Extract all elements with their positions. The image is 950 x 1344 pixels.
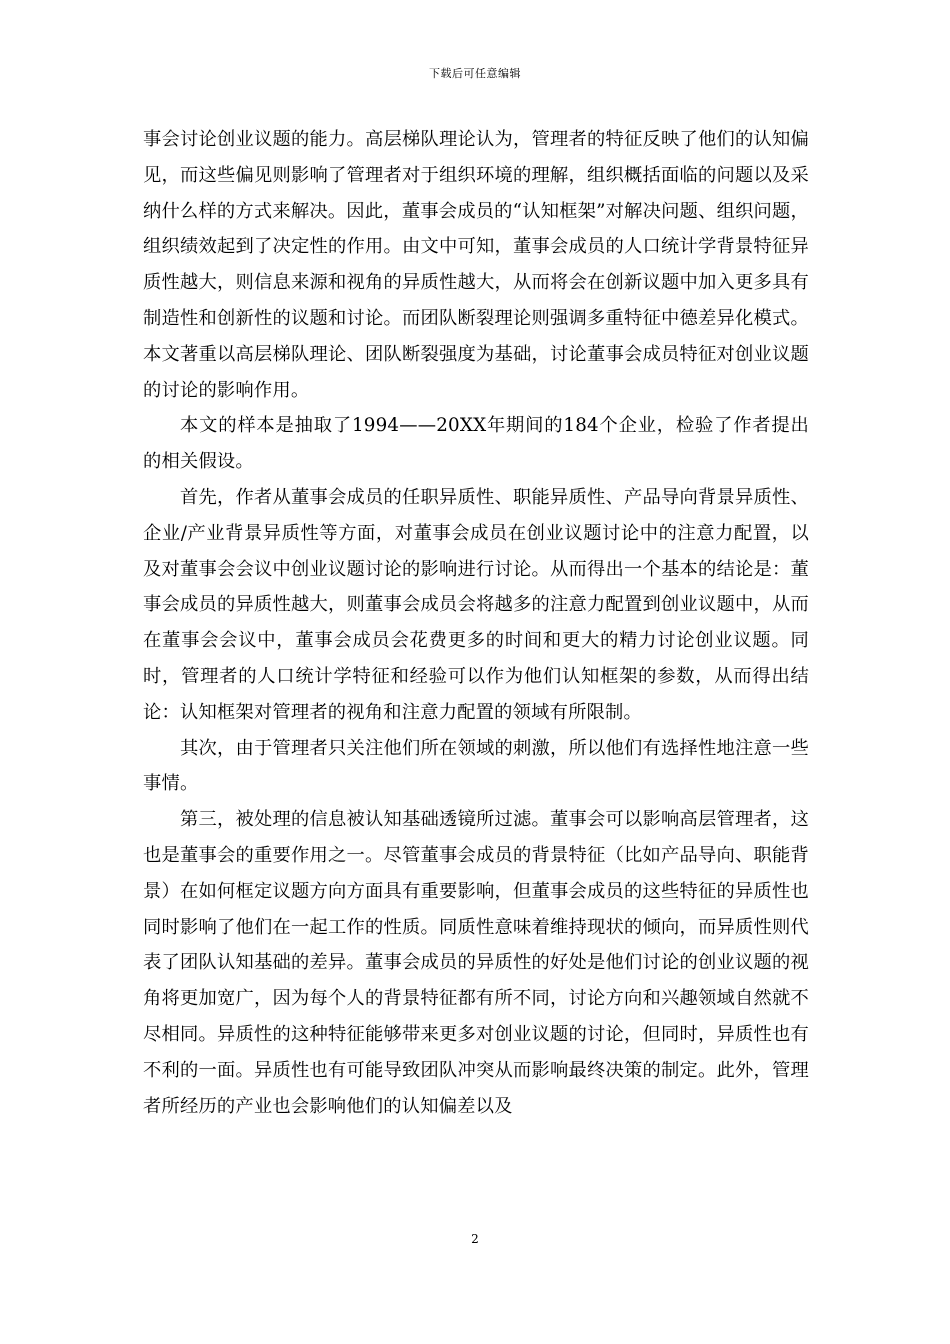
page-header: 下载后可任意编辑 (429, 67, 521, 80)
paragraph-first: 首先，作者从董事会成员的任职异质性、职能异质性、产品导向背景异质性、企业/产业背景异质性等方面，对董事会成员在创业议题讨论中的注意力配置，以及对董事会会议中创业议题讨论的影响进行讨论。从而得出一个基本的结论是：董事会成员的异质性越大，则董事会成员会将越多的注意力配置到创业议题中，从而在董事会会议中，董事会成员会花费更多的时间和更大的精力讨论创业议题。同时，管理者的人口统计学特征和经验可以作为他们认知框架的参数，从而得出结论：认知框架对管理者的视角和注意力配置的领域有所限制。 (143, 486, 809, 723)
paragraph-sample: 本文的样本是抽取了1994——20XX年期间的184个企业，检验了作者提出的相关假设。 (143, 415, 809, 473)
body-text (143, 122, 809, 1124)
paragraph-continuation: 事会讨论创业议题的能力。高层梯队理论认为，管理者的特征反映了他们的认知偏见，而这些偏见则影响了管理者对于组织环境的理解，组织概括面临的问题以及采纳什么样的方式来解决。因此，董事会成员的“认知框架”对解决问题、组织问题，组织绩效起到了决定性的作用。由文中可知，董事会成员的人口统计学背景特征异质性越大，则信息来源和视角的异质性越大，从而将会在创新议题中加入更多具有制造性和创新性的议题和讨论。而团队断裂理论则强调多重特征中德差异化模式。本文著重以高层梯队理论、团队断裂强度为基础，讨论董事会成员特征对创业议题的讨论的影响作用。 (143, 129, 809, 401)
paragraph-second: 其次，由于管理者只关注他们所在领域的刺激，所以他们有选择性地注意一些事情。 (143, 737, 809, 795)
paragraph-third: 第三，被处理的信息被认知基础透镜所过滤。董事会可以影响高层管理者，这也是董事会的重要作用之一。尽管董事会成员的背景特征（比如产品导向、职能背景）在如何框定议题方向方面具有重要影响，但董事会成员的这些特征的异质性也同时影响了他们在一起工作的性质。同质性意味着维持现状的倾向，而异质性则代表了团队认知基础的差异。董事会成员的异质性的好处是他们讨论的创业议题的视角将更加宽广，因为每个人的背景特征都有所不同，讨论方向和兴趣领域自然就不尽相同。异质性的这种特征能够带来更多对创业议题的讨论，但同时，异质性也有不利的一面。异质性也有可能导致团队冲突从而影响最终决策的制定。此外，管理者所经历的产业也会影响他们的认知偏差以及 (143, 809, 809, 1117)
page-number: 2 (471, 1232, 479, 1246)
